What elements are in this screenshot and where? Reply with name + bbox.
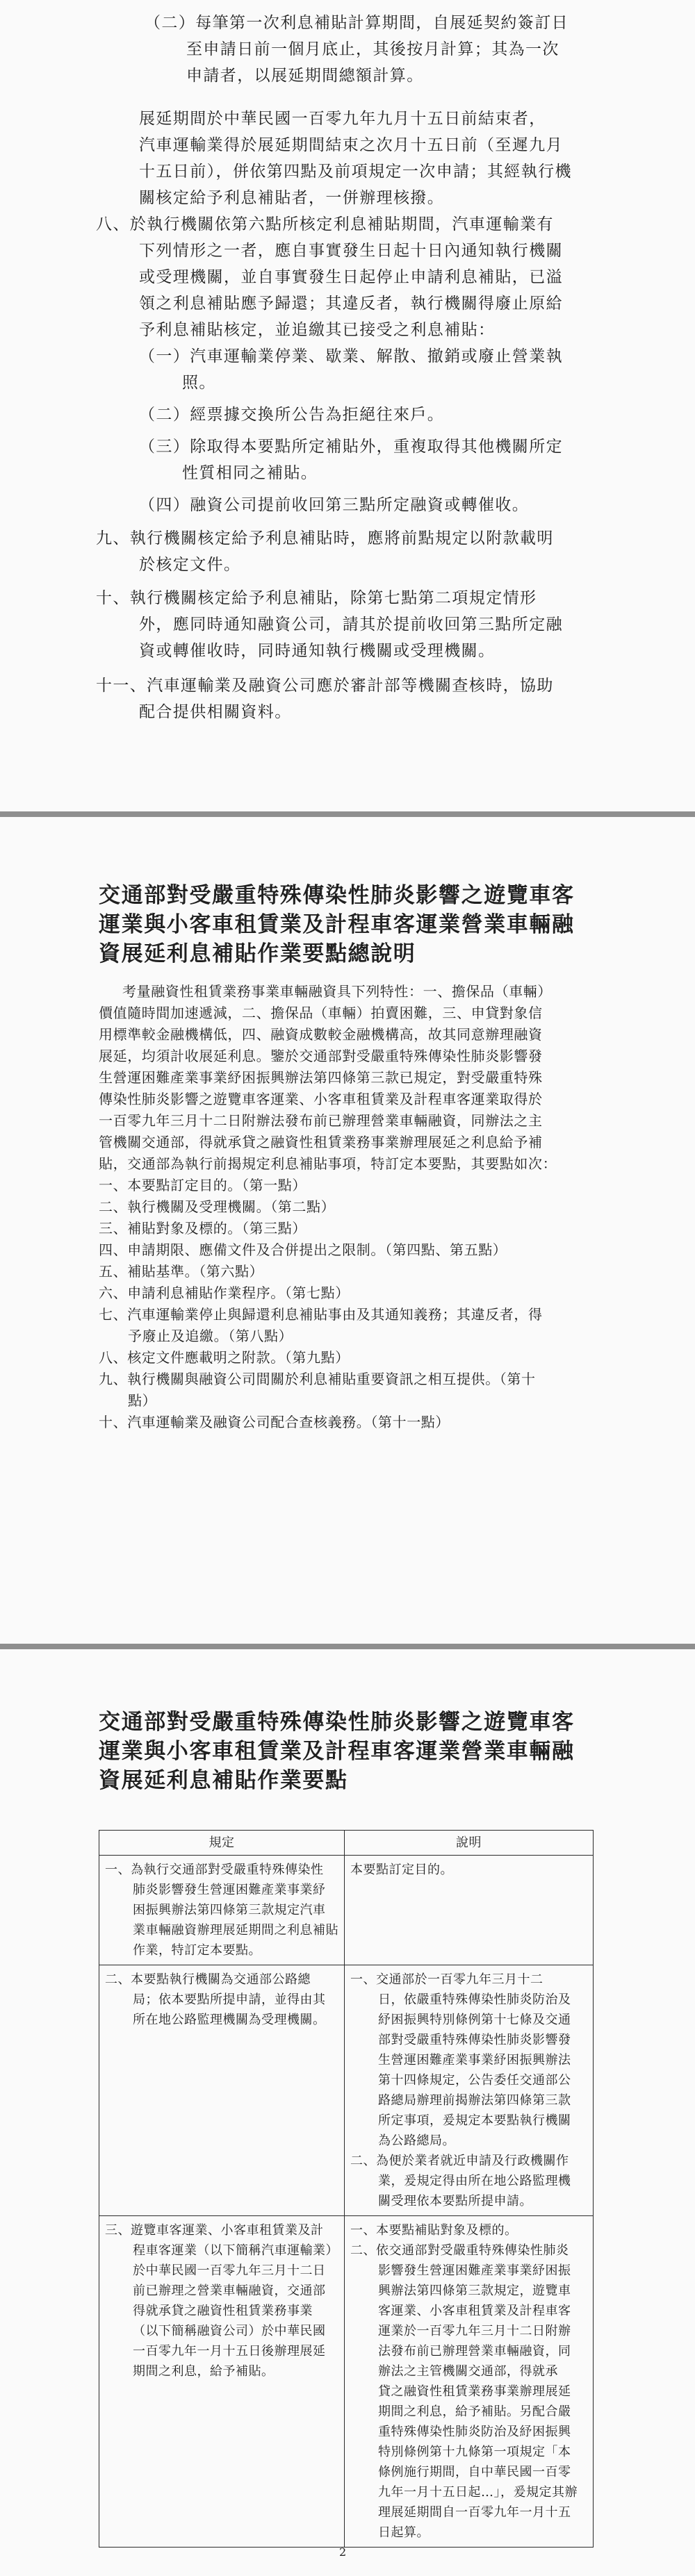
list-item: 八、核定文件應載明之附款。（第九點）	[99, 1349, 350, 1366]
cell-line: 生營運困難產業事業紓困振興辦法	[378, 2053, 571, 2067]
cell-line: 興辦法第四條第三款規定，遊覽車	[378, 2284, 571, 2298]
text-line: 管機關交通部，得就承貸之融資性租賃業務事業辦理展延之利息給予補	[99, 1134, 543, 1150]
text-line: 九、執行機關核定給予利息補貼時，應將前點規定以附款載明	[96, 529, 554, 547]
rule-cell	[99, 2216, 345, 2548]
page-title: 資展延利息補貼作業要點總說明	[99, 941, 416, 966]
cell-line: 日起算。	[378, 2525, 430, 2540]
list-item: 九、執行機關與融資公司間關於利息補貼重要資訊之相互提供。（第十	[99, 1371, 536, 1387]
cell-line: 貸之融資性租賃業務事業辦理展延	[378, 2384, 571, 2399]
cell-line: 於中華民國一百零九年三月十二日	[133, 2263, 326, 2278]
rule-cell	[99, 1856, 345, 1965]
page-title: 運業與小客車租賃業及計程車客運業營業車輛融	[99, 1739, 575, 1764]
cell-line: 二、本要點執行機關為交通部公路總	[105, 1972, 311, 1987]
cell-line: 理展延期間自一百零九年一月十五	[378, 2505, 571, 2520]
text-line: 汽車運輸業得於展延期間結束之次月十五日前（至遲九月	[139, 136, 563, 154]
page-title: 交通部對受嚴重特殊傳染性肺炎影響之遊覽車客	[99, 883, 575, 908]
text-line: 予利息補貼核定，並追繳其已接受之利息補貼：	[139, 321, 496, 339]
cell-line: 一百零九年一月十五日後辦理展延	[133, 2344, 326, 2359]
cell-line: 期間之利息，給予補貼。	[133, 2364, 275, 2379]
text-line: 一百零九年三月十二日附辦法發布前已辦理營業車輛融資，同辦法之主	[99, 1112, 543, 1129]
rules-table	[99, 1830, 594, 2548]
list-item: 五、補貼基準。（第六點）	[99, 1263, 264, 1280]
list-item: 一、本要點訂定目的。（第一點）	[99, 1177, 306, 1194]
cell-line: 日，依嚴重特殊傳染性肺炎防治及	[378, 1992, 571, 2007]
text-line: 十一、汽車運輸業及融資公司應於審計部等機關查核時，協助	[96, 677, 554, 695]
text-line: 性質相同之補貼。	[182, 464, 318, 482]
note-cell	[345, 1856, 594, 1965]
table-header-row	[99, 1831, 594, 1856]
list-item: 二、執行機關及受理機關。（第二點）	[99, 1198, 336, 1215]
text-line: 關核定給予利息補貼者，一併辦理核撥。	[139, 189, 445, 207]
cell-line: 所在地公路監理機關為受理機關。	[133, 2013, 326, 2027]
cell-line: 運業於一百零九年三月十二日附辦	[378, 2324, 571, 2338]
cell-line: 業車輛融資辦理展延期間之利息補貼	[133, 1923, 338, 1938]
text-line: 照。	[182, 374, 216, 392]
cell-line: 作業，特訂定本要點。	[133, 1943, 261, 1958]
page-1	[0, 0, 695, 811]
page-2	[0, 817, 695, 1644]
cell-line: 局；依本要點所提申請，並得由其	[133, 1992, 326, 2007]
text-line: 至申請日前一個月底止，其後按月計算；其為一次	[186, 40, 559, 58]
text-line: 於核定文件。	[139, 556, 241, 574]
cell-line: 困振興辦法第四條第三款規定汽車	[133, 1903, 326, 1917]
page-title: 運業與小客車租賃業及計程車客運業營業車輛融	[99, 912, 575, 937]
text-line: 資或轉催收時，同時通知執行機關或受理機關。	[139, 642, 496, 660]
page-3	[0, 1649, 695, 2576]
cell-line: 二、為便於業者就近申請及行政機關作	[350, 2154, 569, 2168]
list-item: 六、申請利息補貼作業程序。（第七點）	[99, 1285, 350, 1301]
list-item: 點）	[128, 1392, 157, 1409]
table-row	[99, 1965, 594, 2216]
text-line: 展延，均須計收展延利息。鑒於交通部對受嚴重特殊傳染性肺炎影響發	[99, 1048, 543, 1064]
list-item: 七、汽車運輸業停止與歸還利息補貼事由及其通知義務；其違反者，得	[99, 1306, 543, 1323]
text-line: 或受理機關，並自事實發生日起停止申請利息補貼，已溢	[139, 268, 563, 286]
text-line: 配合提供相關資料。	[139, 703, 292, 721]
text-line: 下列情形之一者，應自事實發生日起十日內通知執行機關	[139, 242, 563, 260]
list-item: 四、申請期限、應備文件及合併提出之限制。（第四點、第五點）	[99, 1241, 507, 1258]
text-line: 申請者，以展延期間總額計算。	[186, 67, 424, 85]
text-line: 生營運困難產業事業紓困振興辦法第四條第三款已規定，對受嚴重特殊	[99, 1069, 543, 1086]
cell-line: 關受理依本要點所提申請。	[378, 2194, 532, 2208]
cell-line: 期間之利息，給予補貼。另配合嚴	[378, 2404, 571, 2419]
text-line: 價值隨時間加速遞減，二、擔保品（車輛）拍賣困難，三、申貸對象信	[99, 1005, 543, 1021]
cell-line: 重特殊傳染性肺炎防治及紓困振興	[378, 2425, 571, 2439]
cell-line: 本要點訂定目的。	[350, 1863, 453, 1877]
table-row	[99, 2216, 594, 2548]
note-cell	[345, 2216, 594, 2548]
column-header-rule: 規定	[99, 1831, 345, 1856]
list-item: 三、補貼對象及標的。（第三點）	[99, 1220, 306, 1237]
text-line: 十、執行機關核定給予利息補貼，除第七點第二項規定情形	[96, 589, 537, 607]
text-line: （一）汽車運輸業停業、歇業、解散、撤銷或廢止營業執	[139, 347, 563, 365]
cell-line: 二、依交通部對受嚴重特殊傳染性肺炎	[350, 2243, 569, 2258]
text-line: 外，應同時通知融資公司，請其於提前收回第三點所定融	[139, 616, 563, 634]
cell-line: 為公路總局。	[378, 2133, 455, 2148]
page-title: 交通部對受嚴重特殊傳染性肺炎影響之遊覽車客	[99, 1710, 575, 1735]
text-line: 十五日前），併依第四點及前項規定一次申請；其經執行機	[139, 163, 572, 181]
rule-cell	[99, 1965, 345, 2216]
text-line: 傳染性肺炎影響之遊覽車客運業、小客車租賃業及計程車客運業取得於	[99, 1091, 543, 1107]
text-line: （四）融資公司提前收回第三點所定融資或轉催收。	[139, 496, 530, 514]
note-cell	[345, 1965, 594, 2216]
text-line: 領之利息補貼應予歸還；其違反者，執行機關得廢止原給	[139, 295, 563, 313]
page-title: 資展延利息補貼作業要點	[99, 1768, 348, 1793]
cell-line: 肺炎影響發生營運困難產業事業紓	[133, 1883, 326, 1897]
cell-line: 三、遊覽車客運業、小客車租賃業及計	[105, 2223, 324, 2238]
cell-line: 一、為執行交通部對受嚴重特殊傳染性	[105, 1863, 324, 1877]
cell-line: 辦法之主管機關交通部，得就承	[378, 2364, 558, 2379]
text-line: 展延期間於中華民國一百零九年九月十五日前結束者，	[139, 110, 546, 128]
cell-line: 前已辦理之營業車輛融資，交通部	[133, 2284, 326, 2298]
list-item: 十、汽車運輸業及融資公司配合查核義務。（第十一點）	[99, 1414, 450, 1430]
cell-line: 法發布前已辦理營業車輛融資，同	[378, 2344, 571, 2359]
column-header-note: 說明	[345, 1831, 594, 1856]
cell-line: 特別條例第十九條第一項規定「本	[378, 2445, 571, 2459]
page-number: 2	[339, 2545, 347, 2559]
cell-line: （以下簡稱融資公司）於中華民國	[133, 2324, 326, 2338]
list-item: 予廢止及追繳。（第八點）	[128, 1328, 293, 1344]
text-line: 考量融資性租賃業務事業車輛融資具下列特性：一、擔保品（車輛）	[122, 983, 552, 1000]
cell-line: 路總局辦理前揭辦法第四條第三款	[378, 2093, 571, 2108]
cell-line: 一、本要點補貼對象及標的。	[350, 2223, 518, 2238]
cell-line: 九年一月十五日起…」，爰規定其辦	[378, 2485, 578, 2500]
text-line: 貼，交通部為執行前揭規定利息補貼事項，特訂定本要點，其要點如次：	[99, 1155, 557, 1172]
cell-line: 程車客運業（以下簡稱汽車運輸業）	[133, 2243, 338, 2258]
text-line: （二）經票據交換所公告為拒絕往來戶。	[139, 406, 445, 424]
cell-line: 部對受嚴重特殊傳染性肺炎影響發	[378, 2033, 571, 2047]
cell-line: 紓困振興特別條例第十七條及交通	[378, 2013, 571, 2027]
text-line: 用標準較金融機構低，四、融資成數較金融機構高，故其同意辦理融資	[99, 1026, 543, 1043]
table-row	[99, 1856, 594, 1965]
cell-line: 第十四條規定，公告委任交通部公	[378, 2073, 571, 2088]
text-line: （三）除取得本要點所定補貼外，重複取得其他機關所定	[139, 438, 563, 456]
cell-line: 得就承貸之融資性租賃業務事業	[133, 2304, 313, 2318]
cell-line: 業，爰規定得由所在地公路監理機	[378, 2174, 571, 2188]
cell-line: 所定事項，爰規定本要點執行機關	[378, 2113, 571, 2128]
cell-line: 條例施行期間，自中華民國一百零	[378, 2465, 571, 2479]
cell-line: 影響發生營運困難產業事業紓困振	[378, 2263, 571, 2278]
text-line: 八、於執行機關依第六點所核定利息補貼期間，汽車運輸業有	[96, 215, 554, 233]
text-line: （二）每筆第一次利息補貼計算期間，自展延契約簽訂日	[145, 14, 569, 32]
cell-line: 一、交通部於一百零九年三月十二	[350, 1972, 543, 1987]
cell-line: 客運業、小客車租賃業及計程車客	[378, 2304, 571, 2318]
